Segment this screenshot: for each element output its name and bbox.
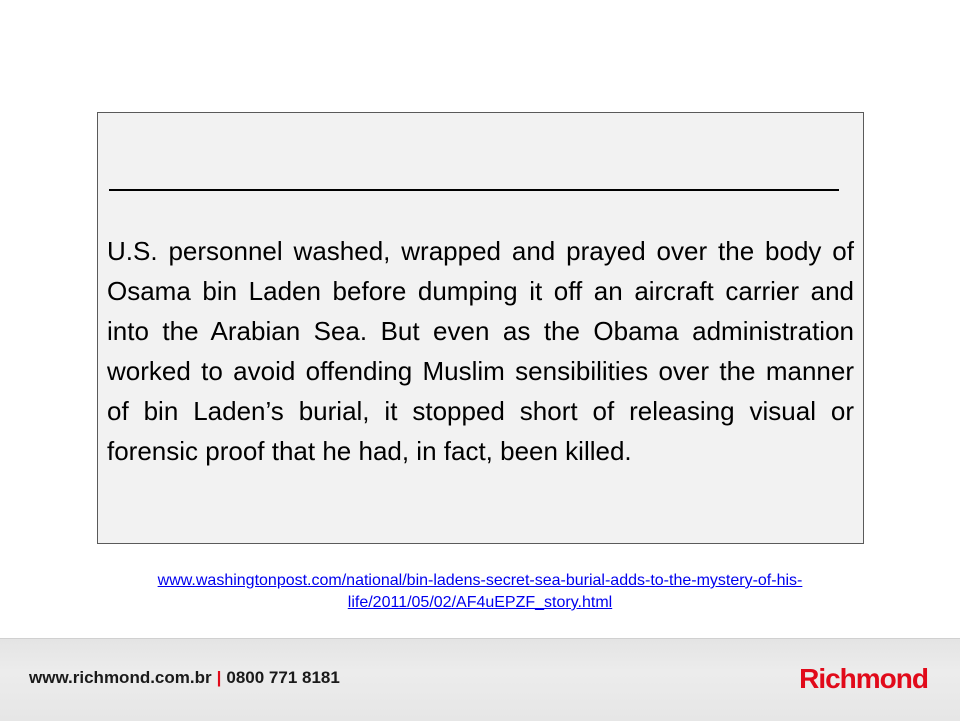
footer-separator: | bbox=[216, 668, 222, 687]
source-link[interactable]: www.washingtonpost.com/national/bin-ladens-secret-sea-burial-adds-to-the-mystery-of-his-life/2011/05/02/AF4uEPZF_story.html bbox=[157, 572, 803, 611]
quote-text: U.S. personnel washed, wrapped and prayed over the body of Osama bin Laden before dumping it off an aircraft carrier and into the Arabian Sea. But even as the Obama administration worked to avoid offending Muslim sensibilities over the manner of bin Laden’s burial, it stopped short of releasing visual or forensic proof that he had, in fact, been killed. bbox=[107, 236, 854, 466]
footer-website: www.richmond.com.br bbox=[29, 668, 212, 687]
footer-contact bbox=[29, 668, 340, 688]
richmond-logo: Richmond bbox=[799, 663, 928, 694]
footer-phone: 0800 771 8181 bbox=[226, 668, 340, 687]
fill-in-blank-line bbox=[109, 189, 839, 191]
quote-box bbox=[97, 112, 864, 544]
footer-bar bbox=[0, 638, 960, 721]
